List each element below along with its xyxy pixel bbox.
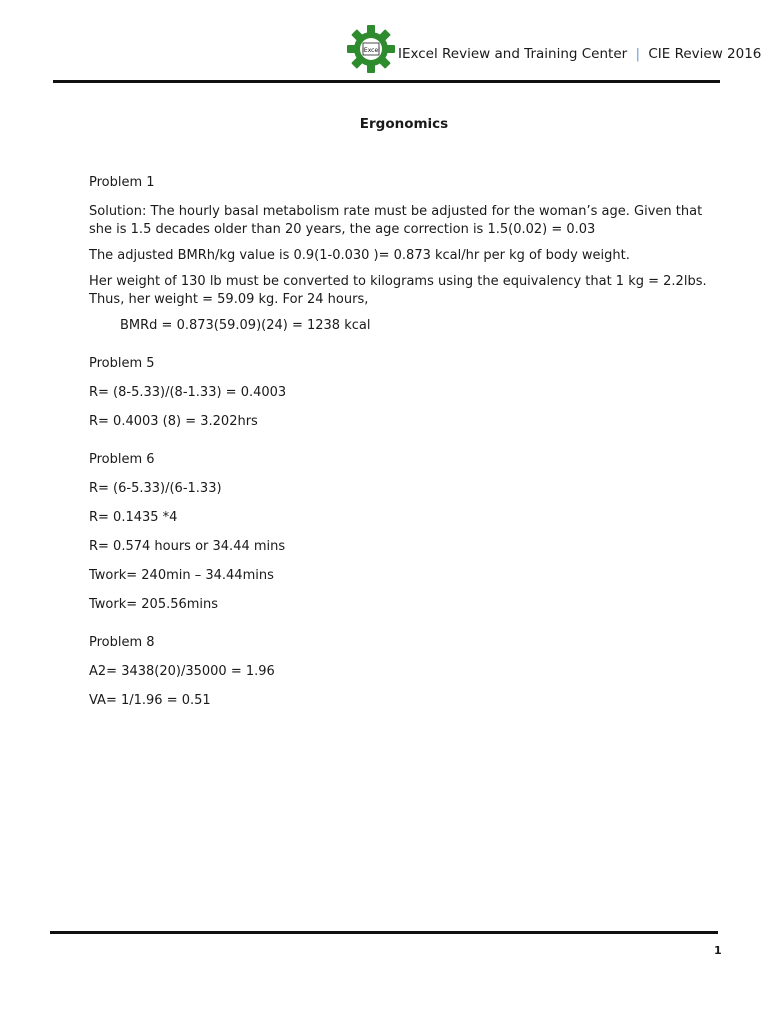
problem-6-line: R= (6-5.33)/(6-1.33) [89,481,222,496]
review-name: CIE Review 2016 [648,46,762,62]
problem-6-line: R= 0.1435 *4 [89,510,178,525]
problem-1-heading: Problem 1 [89,175,155,190]
document-title: Ergonomics [359,116,449,132]
problem-6-line: Twork= 240min – 34.44mins [89,568,274,583]
problem-5-heading: Problem 5 [89,356,155,371]
problem-1-weight: Her weight of 130 lb must be converted to kilograms using the equivalency that 1 kg = 2.2lbs. Thus, her weight = 59.09 kg. For 24 hours, [89,274,707,307]
header-separator: | [635,46,641,62]
problem-8-line: VA= 1/1.96 = 0.51 [89,693,211,708]
problem-6-line: R= 0.574 hours or 34.44 mins [89,539,286,554]
logo-text: IExcel [362,47,380,54]
problem-1-bmrd: BMRd = 0.873(59.09)(24) = 1238 kcal [120,318,371,333]
footer-rule [50,931,718,934]
center-name: IExcel Review and Training Center [398,46,628,62]
problem-6-heading: Problem 6 [89,452,155,467]
gear-logo-icon [346,24,396,74]
header-rule [53,80,720,83]
problem-8-line: A2= 3438(20)/35000 = 1.96 [89,664,275,679]
problem-8-heading: Problem 8 [89,635,155,650]
problem-5-line: R= 0.4003 (8) = 3.202hrs [89,414,258,429]
document-body [89,174,719,710]
page-header [0,22,768,82]
problem-5-line: R= (8-5.33)/(8-1.33) = 0.4003 [89,385,287,400]
page-number: 1 [714,944,722,957]
problem-1-adjusted: The adjusted BMRh/kg value is 0.9(1-0.030 )= 0.873 kcal/hr per kg of body weight. [89,248,630,263]
header-text [398,46,761,62]
problem-1-solution: Solution: The hourly basal metabolism rate must be adjusted for the woman’s age. Given that she is 1.5 decades older than 20 years, the age correction is 1.5(0.02) = 0.03 [89,204,703,237]
problem-6-line: Twork= 205.56mins [89,597,219,612]
